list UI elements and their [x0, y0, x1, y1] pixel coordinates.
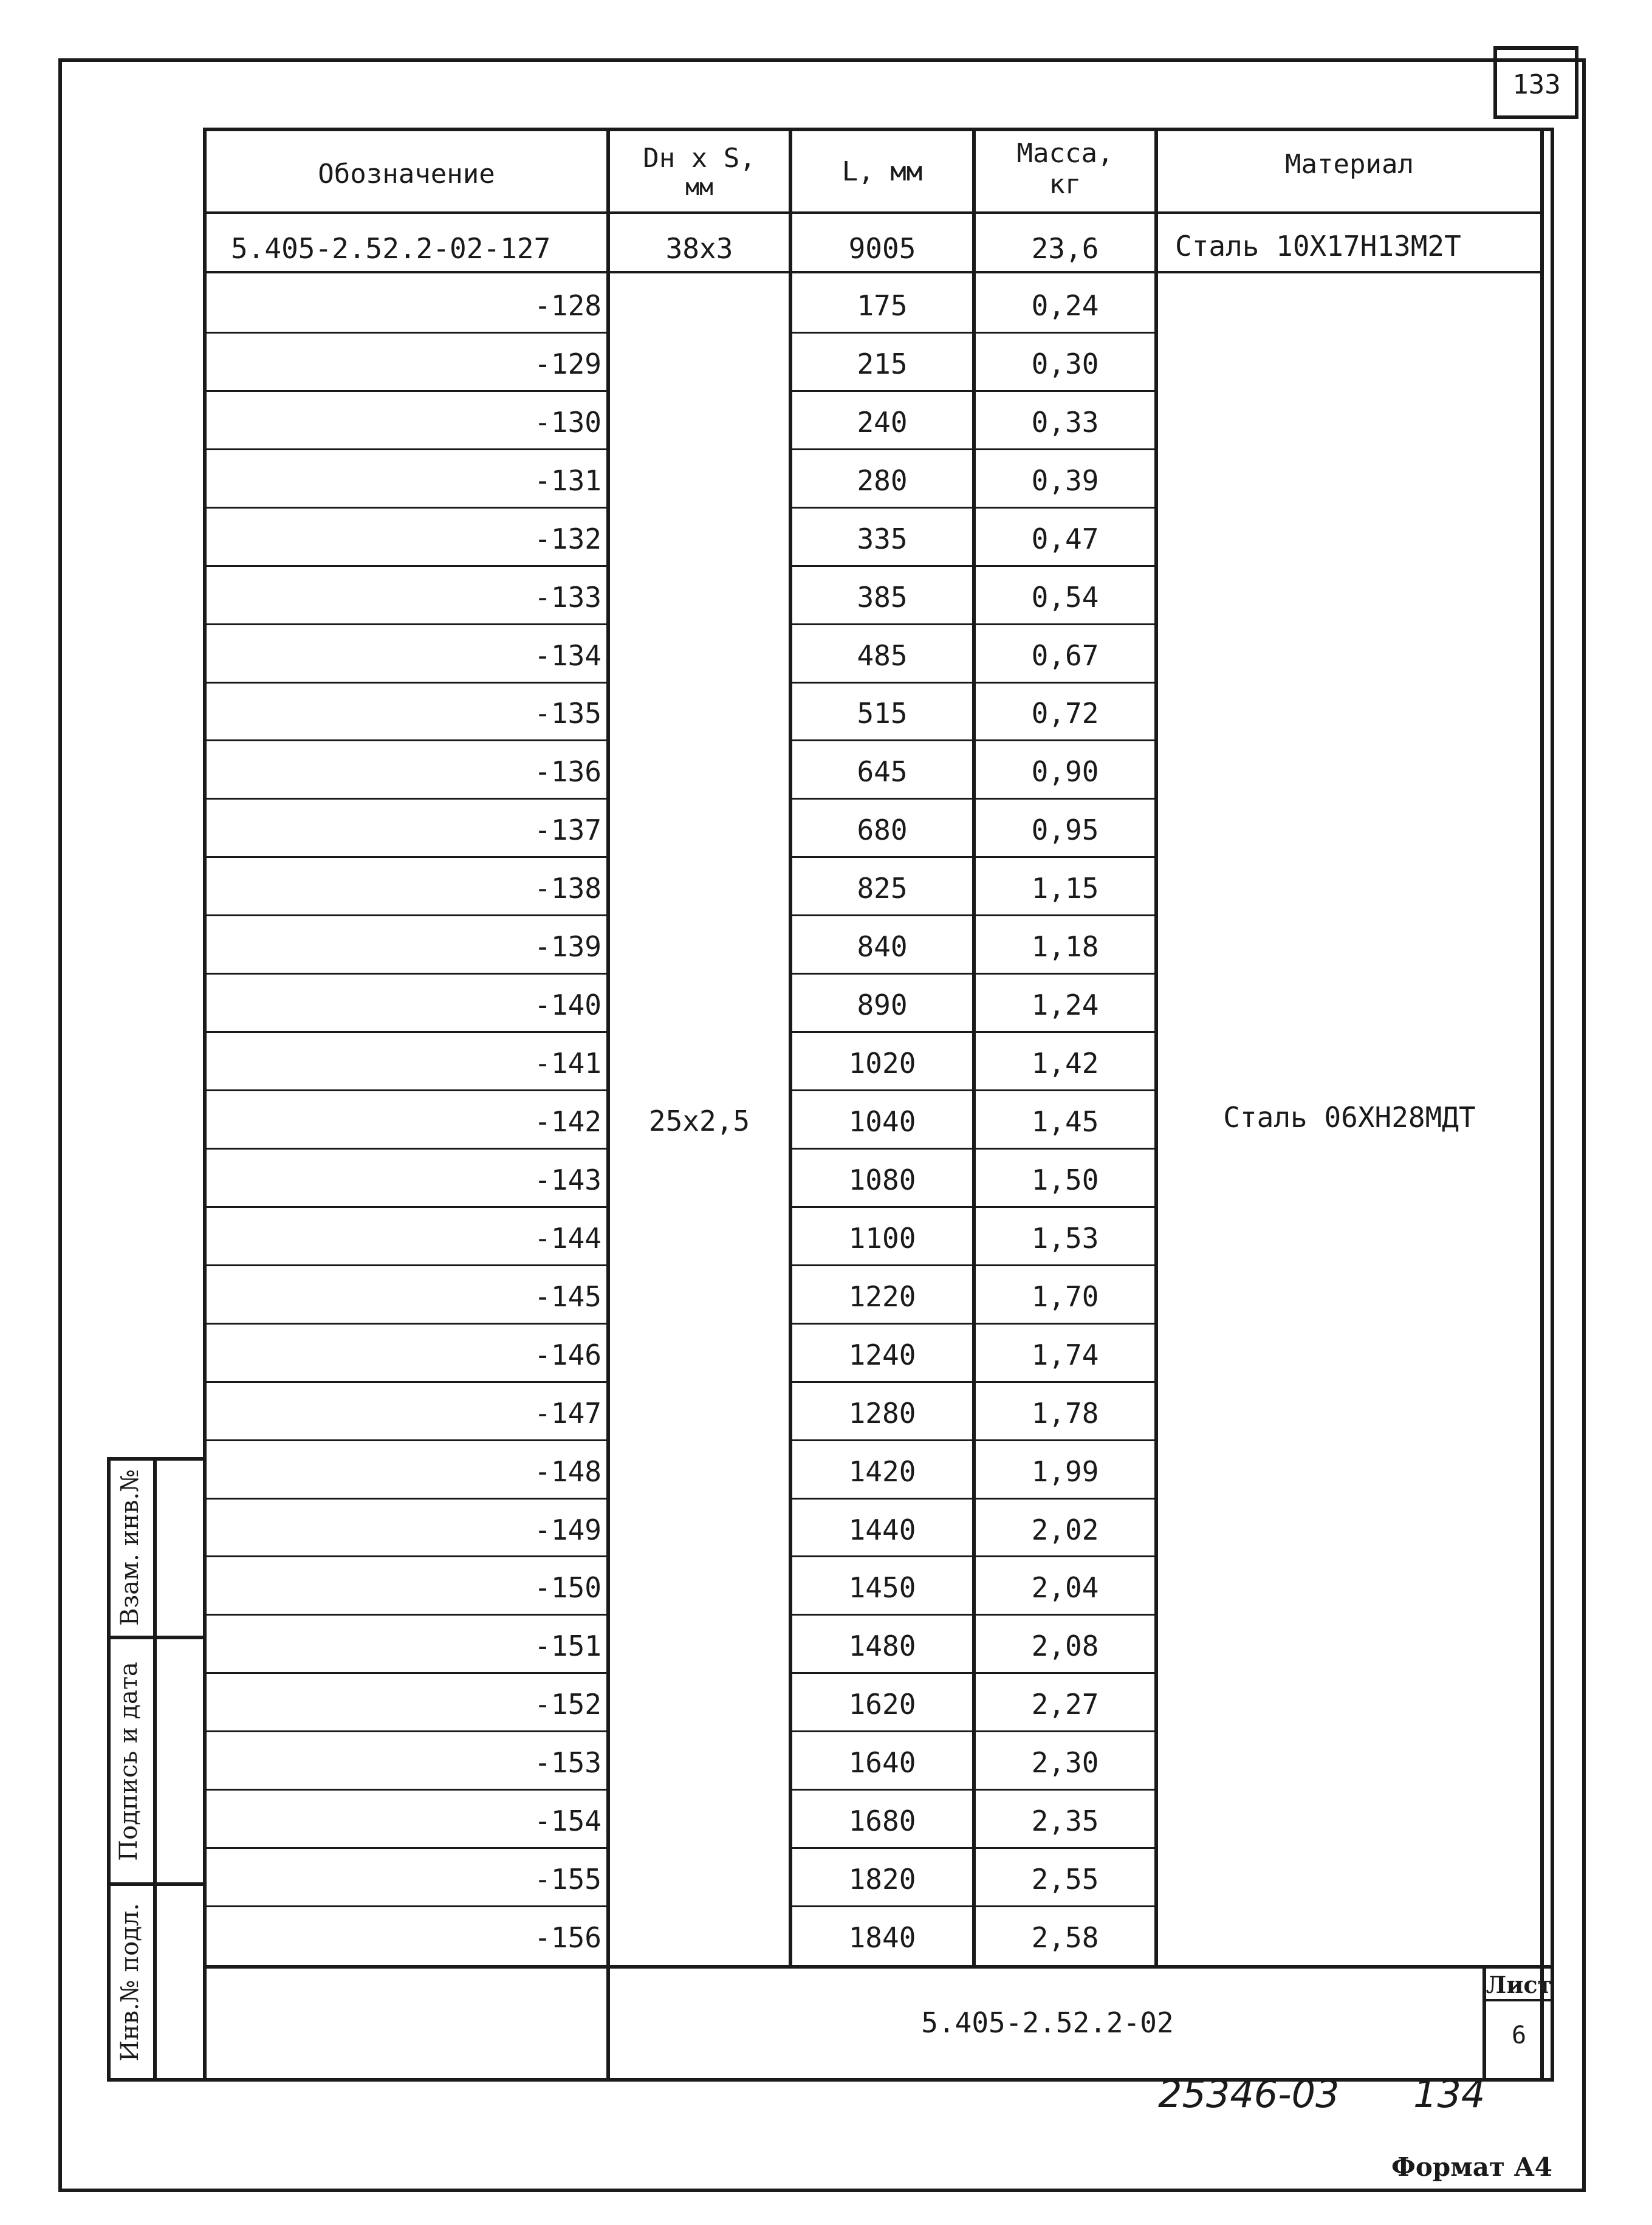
row-designation: -136 — [534, 755, 602, 789]
table-row — [203, 916, 1554, 974]
sheet-label: Лист — [1486, 1971, 1552, 1998]
row-mass: 0,47 — [1031, 522, 1099, 555]
row-designation: -141 — [534, 1047, 602, 1080]
header-material: Материал — [1285, 149, 1414, 180]
row-length: 1620 — [848, 1688, 916, 1721]
header-mass-line2: кг — [1049, 168, 1081, 200]
row-mass: 1,74 — [1031, 1338, 1099, 1371]
title-block-code: 5.405-2.52.2-02 — [921, 2006, 1174, 2039]
row-length: 385 — [857, 580, 908, 614]
row-designation: -148 — [534, 1455, 602, 1488]
table-row — [203, 1907, 1554, 1965]
table-row — [203, 450, 1554, 508]
side-stamp-swap-inv: Взам. инв.№ — [116, 1469, 144, 1627]
table-row — [203, 1324, 1554, 1382]
first-row-dn-s: 38x3 — [665, 232, 733, 265]
header-length: L, мм — [841, 156, 923, 187]
row-designation: -135 — [534, 697, 602, 730]
row-designation: -152 — [534, 1688, 602, 1721]
row-length: 1040 — [848, 1105, 916, 1138]
row-mass: 1,99 — [1031, 1455, 1099, 1488]
row-designation: -153 — [534, 1746, 602, 1780]
row-designation: -155 — [534, 1863, 602, 1896]
row-mass: 0,54 — [1031, 580, 1099, 614]
header-mass-line1: Масса, — [1016, 138, 1114, 169]
row-mass: 0,33 — [1031, 405, 1099, 439]
row-length: 1480 — [848, 1630, 916, 1663]
row-designation: -147 — [534, 1396, 602, 1430]
row-length: 1420 — [848, 1455, 916, 1488]
row-designation: -131 — [534, 464, 602, 497]
header-dn-s — [610, 143, 789, 201]
group-material: Сталь 06ХН28МДТ — [1223, 1101, 1476, 1134]
row-mass: 2,58 — [1031, 1921, 1099, 1955]
row-length: 335 — [857, 522, 908, 555]
row-mass: 0,24 — [1031, 289, 1099, 322]
row-mass: 1,70 — [1031, 1280, 1099, 1313]
row-length: 1100 — [848, 1221, 916, 1255]
table-row — [203, 1732, 1554, 1790]
row-designation: -143 — [534, 1163, 602, 1196]
sheet-box-mid-line — [1482, 1999, 1554, 2001]
row-mass: 0,95 — [1031, 814, 1099, 847]
first-row-mass: 23,6 — [1031, 232, 1099, 265]
table-row — [203, 1032, 1554, 1091]
row-mass: 2,02 — [1031, 1513, 1099, 1546]
row-length: 1280 — [848, 1396, 916, 1430]
row-designation: -138 — [534, 872, 602, 905]
row-designation: -149 — [534, 1513, 602, 1546]
table-row — [203, 1848, 1554, 1907]
row-mass: 0,39 — [1031, 464, 1099, 497]
handwritten-code: 25346-03 — [1158, 2072, 1340, 2116]
table-row — [203, 1207, 1554, 1266]
row-length: 485 — [857, 639, 908, 672]
row-designation: -145 — [534, 1280, 602, 1313]
title-block-top-line — [203, 1965, 1554, 1969]
table-row — [203, 566, 1554, 625]
header-bottom-line — [203, 211, 1542, 214]
row-designation: -128 — [534, 289, 602, 322]
row-mass: 2,55 — [1031, 1863, 1099, 1896]
row-designation: -133 — [534, 580, 602, 614]
group-dn-s: 25x2,5 — [648, 1105, 750, 1137]
row-length: 1680 — [848, 1805, 916, 1838]
row-mass: 0,72 — [1031, 697, 1099, 730]
row-length: 890 — [857, 989, 908, 1022]
table-row — [203, 508, 1554, 566]
table-row — [203, 625, 1554, 683]
row-mass: 1,24 — [1031, 989, 1099, 1022]
table-row — [203, 1615, 1554, 1673]
side-stamp-divider — [153, 1457, 157, 2082]
table-row — [203, 1499, 1554, 1557]
row-mass: 0,90 — [1031, 755, 1099, 789]
header-designation: Обозначение — [318, 159, 495, 190]
row-mass: 2,08 — [1031, 1630, 1099, 1663]
row-mass: 1,42 — [1031, 1047, 1099, 1080]
table-row — [203, 1673, 1554, 1732]
row-mass: 1,50 — [1031, 1163, 1099, 1196]
row-length: 840 — [857, 930, 908, 964]
first-row-material: Сталь 10Х17Н13М2Т — [1175, 230, 1461, 262]
row-length: 175 — [857, 289, 908, 322]
row-length: 1440 — [848, 1513, 916, 1546]
row-length: 515 — [857, 697, 908, 730]
row-designation: -151 — [534, 1630, 602, 1663]
row-length: 1220 — [848, 1280, 916, 1313]
row-mass: 2,27 — [1031, 1688, 1099, 1721]
table-row — [203, 683, 1554, 741]
page-number: 133 — [1512, 69, 1561, 100]
row-mass: 1,15 — [1031, 872, 1099, 905]
row-designation: -134 — [534, 639, 602, 672]
row-mass: 2,35 — [1031, 1805, 1099, 1838]
row-length: 1020 — [848, 1047, 916, 1080]
row-length: 825 — [857, 872, 908, 905]
row-designation: -154 — [534, 1805, 602, 1838]
first-row-length: 9005 — [848, 232, 916, 265]
table-row — [203, 333, 1554, 391]
row-designation: -142 — [534, 1105, 602, 1138]
table-row — [203, 1441, 1554, 1499]
row-length: 1820 — [848, 1863, 916, 1896]
row-designation: -150 — [534, 1571, 602, 1605]
row-mass: 0,67 — [1031, 639, 1099, 672]
table-row — [203, 1266, 1554, 1324]
header-mass — [976, 139, 1154, 200]
first-row-bottom-line — [203, 271, 1542, 273]
row-length: 1840 — [848, 1921, 916, 1955]
row-mass: 1,18 — [1031, 930, 1099, 964]
row-length: 240 — [857, 405, 908, 439]
row-designation: -156 — [534, 1921, 602, 1955]
row-length: 680 — [857, 814, 908, 847]
row-length: 1640 — [848, 1746, 916, 1780]
row-designation: -139 — [534, 930, 602, 964]
side-stamp-signature-date: Подпись и дата — [115, 1662, 143, 1861]
table-row — [203, 857, 1554, 916]
table-row — [203, 741, 1554, 799]
row-designation: -140 — [534, 989, 602, 1022]
row-designation: -130 — [534, 405, 602, 439]
table-row — [203, 1790, 1554, 1848]
row-mass: 1,45 — [1031, 1105, 1099, 1138]
format-label: Формат А4 — [1391, 2152, 1553, 2182]
table-row — [203, 1149, 1554, 1207]
header-dn-s-line1: Dн x S, — [643, 143, 756, 174]
row-designation: -144 — [534, 1221, 602, 1255]
row-designation: -132 — [534, 522, 602, 555]
row-length: 215 — [857, 347, 908, 380]
row-mass: 1,53 — [1031, 1221, 1099, 1255]
table-row — [203, 275, 1554, 333]
side-stamp-inv-original: Инв.№ подл. — [116, 1903, 144, 2062]
table-row — [203, 1382, 1554, 1441]
row-mass: 2,30 — [1031, 1746, 1099, 1780]
table-row — [203, 974, 1554, 1032]
sheet-number: 6 — [1511, 2021, 1527, 2049]
table-row — [203, 1557, 1554, 1615]
row-mass: 1,78 — [1031, 1396, 1099, 1430]
row-designation: -137 — [534, 814, 602, 847]
first-row-designation: 5.405-2.52.2-02-127 — [231, 232, 551, 265]
handwritten-page: 134 — [1413, 2072, 1486, 2116]
row-length: 645 — [857, 755, 908, 789]
row-mass: 2,04 — [1031, 1571, 1099, 1605]
row-designation: -146 — [534, 1338, 602, 1371]
header-dn-s-line2: мм — [685, 173, 713, 201]
table-row — [203, 799, 1554, 857]
row-length: 280 — [857, 464, 908, 497]
row-designation: -129 — [534, 347, 602, 380]
row-length: 1240 — [848, 1338, 916, 1371]
row-length: 1450 — [848, 1571, 916, 1605]
row-length: 1080 — [848, 1163, 916, 1196]
table-row — [203, 391, 1554, 450]
row-mass: 0,30 — [1031, 347, 1099, 380]
